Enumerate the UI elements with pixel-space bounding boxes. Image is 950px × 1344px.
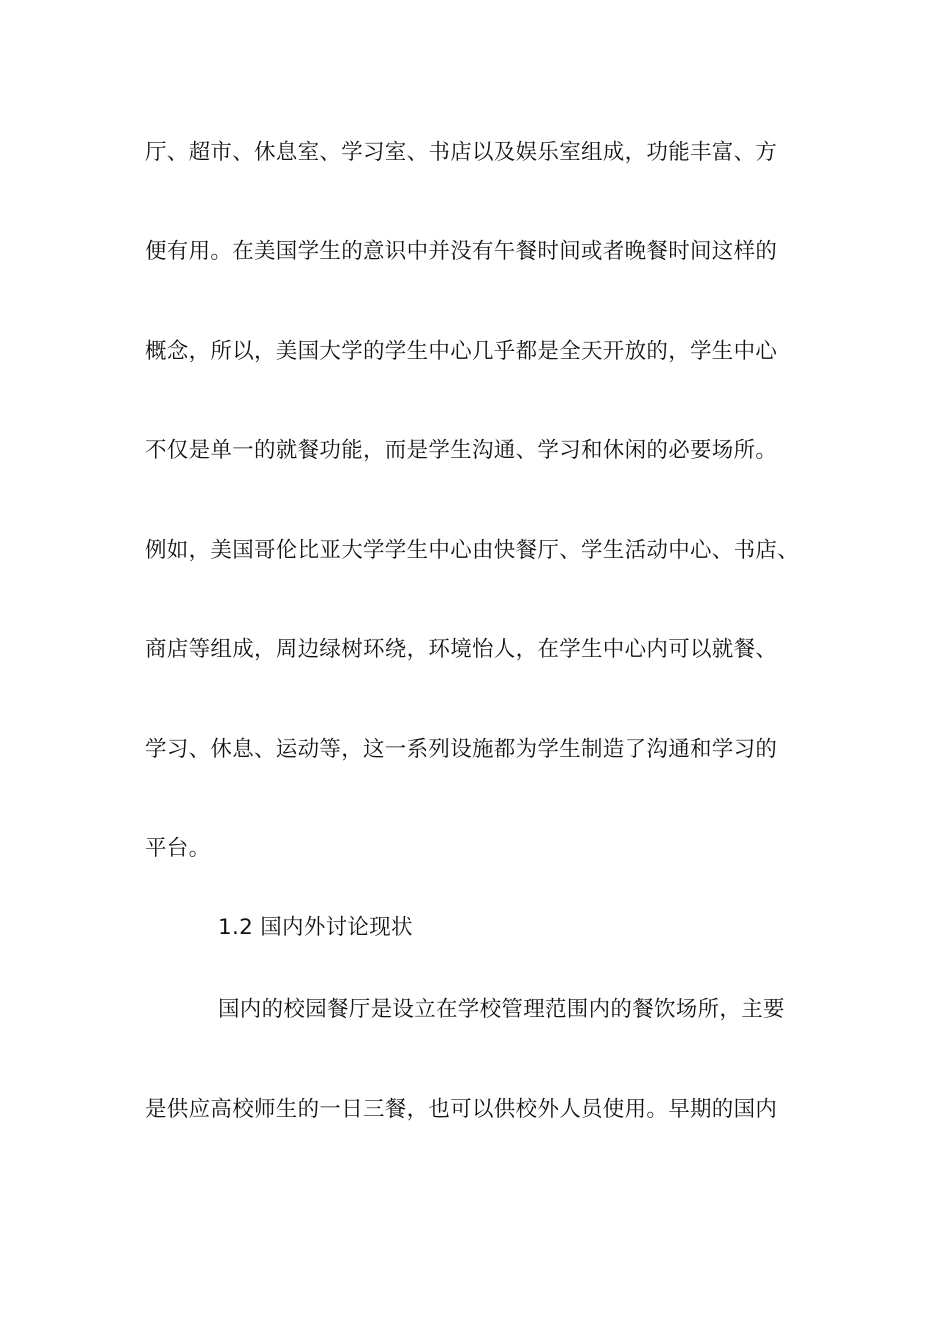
body-text-line: 厅、超市、休息室、学习室、书店以及娱乐室组成，功能丰富、方: [145, 140, 778, 165]
body-text-line: 例如，美国哥伦比亚大学学生中心由快餐厅、学生活动中心、书店、: [145, 538, 800, 563]
body-text-line: 学习、休息、运动等，这一系列设施都为学生制造了沟通和学习的: [145, 737, 778, 762]
body-text-line: 是供应高校师生的一日三餐，也可以供校外人员使用。早期的国内: [145, 1097, 778, 1122]
body-text-line: 不仅是单一的就餐功能，而是学生沟通、学习和休闲的必要场所。: [145, 438, 778, 463]
body-text-line: 商店等组成，周边绿树环绕，环境怡人，在学生中心内可以就餐、: [145, 637, 778, 662]
body-text-line: 国内的校园餐厅是设立在学校管理范围内的餐饮场所，主要: [218, 997, 785, 1022]
section-heading: 1.2 国内外讨论现状: [218, 915, 413, 940]
body-text-line: 平台。: [145, 836, 211, 861]
body-text-line: 概念，所以，美国大学的学生中心几乎都是全天开放的，学生中心: [145, 339, 778, 364]
body-text-line: 便有用。在美国学生的意识中并没有午餐时间或者晚餐时间这样的: [145, 239, 778, 264]
